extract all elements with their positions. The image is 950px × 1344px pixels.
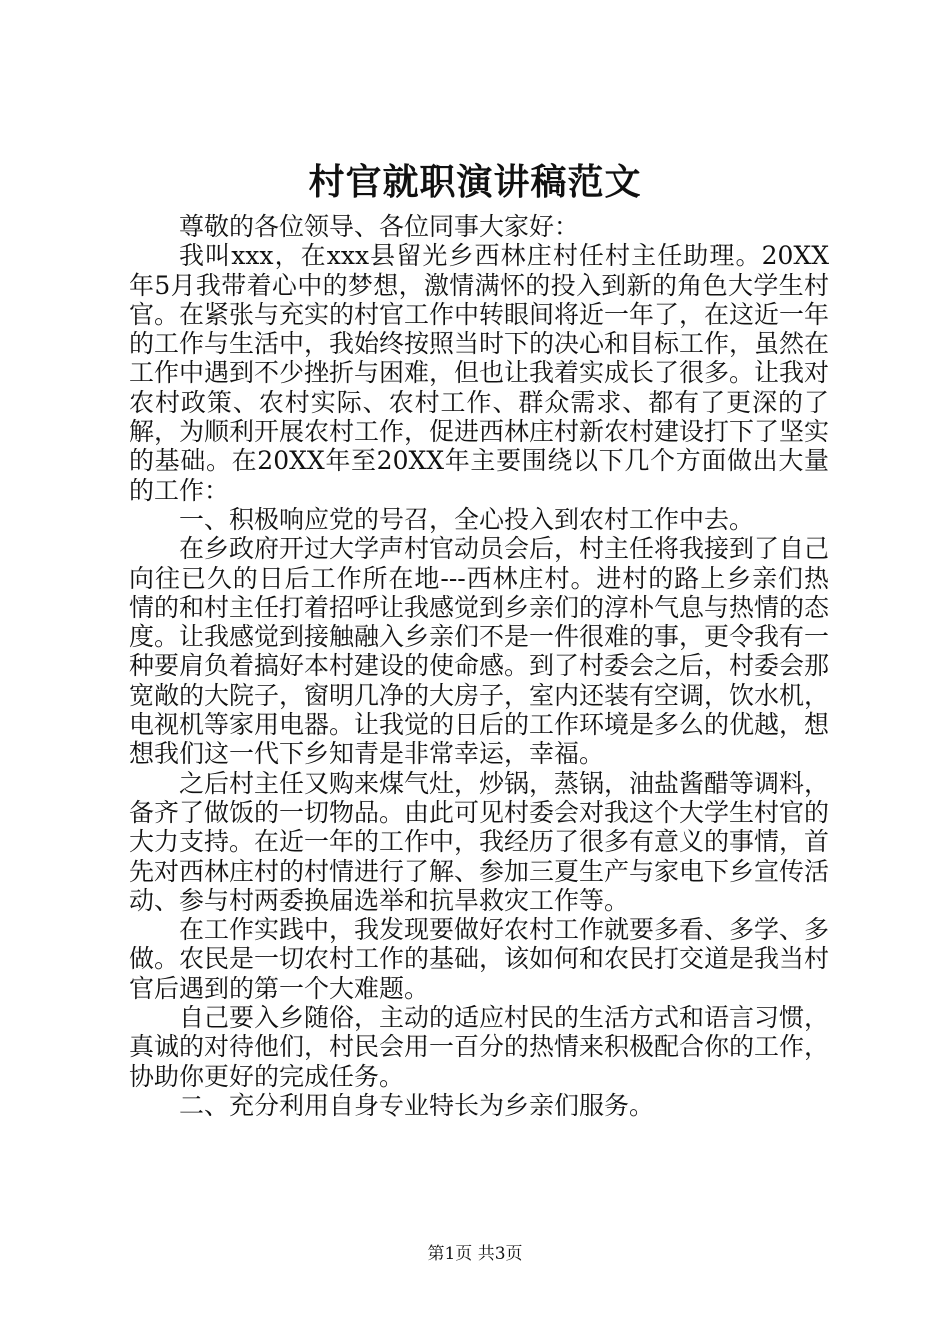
paragraph-practice: 在工作实践中，我发现要做好农村工作就要多看、多学、多做。农民是一切农村工作的基础，该如何和农民打交道是我当村官后遇到的第一个大难题。 [129,915,830,1003]
document-title: 村官就职演讲稿范文 [308,161,642,203]
paragraph-introduction: 我叫xxx，在xxx县留光乡西林庄村任村主任助理。20XX年5月我带着心中的梦想，激情满怀的投入到新的角色大学生村官。在紧张与充实的村官工作中转眼间将近一年了，在这近一年的工作与生活中，我始终按照当时下的决心和目标工作，虽然在工作中遇到不少挫折与困难，但也让我着实成长了很多。让我对农村政策、农村实际、农村工作、群众需求、都有了更深的了解，为顺利开展农村工作，促进西林庄村新农村建设打下了坚实的基础。在20XX年至20XX年主要围绕以下几个方面做出大量的工作： [129,241,830,505]
section-heading-two: 二、充分利用自身专业特长为乡亲们服务。 [179,1090,655,1120]
section-heading-one: 一、积极响应党的号召，全心投入到农村工作中去。 [179,504,755,534]
paragraph-greeting: 尊敬的各位领导、各位同事大家好： [179,212,580,241]
paragraph-arrival: 在乡政府开过大学声村官动员会后，村主任将我接到了自己向往已久的日后工作所在地---西林庄村。进村的路上乡亲们热情的和村主任打着招呼让我感觉到乡亲们的淳朴气息与热情的态度。让我感觉到接触融入乡亲们不是一件很难的事，更令我有一种要肩负着搞好本村建设的使命感。到了村委会之后，村委会那宽敞的大院子，窗明几净的大房子，室内还装有空调，饮水机，电视机等家用电器。让我觉的日后的工作环境是多么的优越，想想我们这一代下乡知青是非常幸运，幸福。 [129,534,830,769]
paragraph-support: 之后村主任又购来煤气灶，炒锅，蒸锅，油盐酱醋等调料，备齐了做饭的一切物品。由此可见村委会对我这个大学生村官的大力支持。在近一年的工作中，我经历了很多有意义的事情，首先对西林庄村的村情进行了解、参加三夏生产与家电下乡宣传活动、参与村两委换届选举和抗旱救灾工作等。 [129,768,830,915]
page-number-footer: 第1页 共3页 [427,1244,523,1264]
document-body [129,212,829,1120]
paragraph-adaptation: 自己要入乡随俗，主动的适应村民的生活方式和语言习惯，真诚的对待他们，村民会用一百分的热情来积极配合你的工作，协助你更好的完成任务。 [129,1003,830,1091]
